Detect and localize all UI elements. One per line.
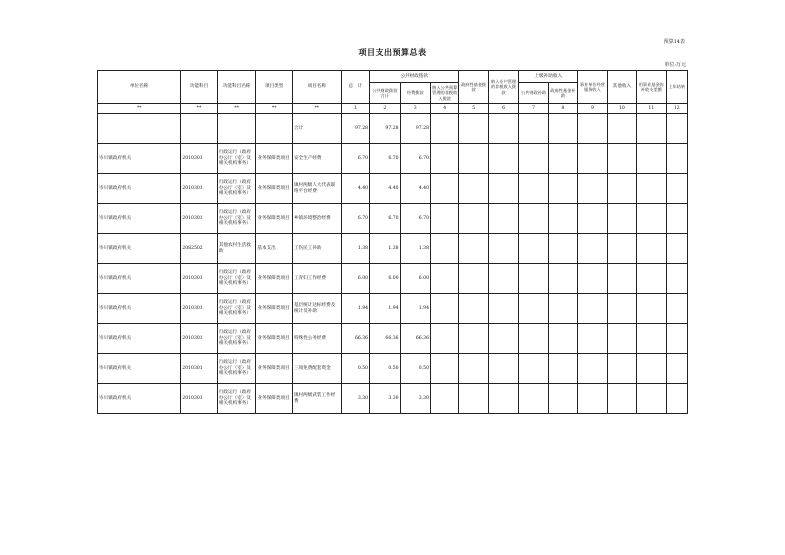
cell-subtotal: 6.70 [370,204,400,234]
total-funds: 97.28 [400,114,430,144]
empty-cell [459,114,488,144]
table-row [98,354,688,384]
empty-cell [548,204,577,234]
cell-funds: 4.40 [400,174,430,204]
cell-type: 业务保障类项目 [256,324,293,354]
cell-func: 行政运行（政府办公厅（室）及相关机构事务） [217,204,256,234]
cell-unit: 岑川镇政府机关 [98,204,181,234]
cell-project-name: 安全生产经费 [292,144,341,174]
empty-cell [431,324,459,354]
empty-cell [578,294,607,324]
cell-total: 6.70 [341,144,369,174]
cell-type: 业务保障类项目 [256,204,293,234]
empty-cell [431,234,459,264]
empty-cell [637,114,666,144]
cell-subtotal: 3.30 [370,384,400,414]
code-cell: ** [181,104,218,114]
empty-cell [488,384,518,414]
cell-funds: 6.00 [400,264,430,294]
empty-cell [431,174,459,204]
cell-code: 2010301 [181,264,218,294]
cell-funds: 0.50 [400,354,430,384]
empty-cell [607,294,636,324]
table-row [98,144,688,174]
cell-func [217,114,256,144]
cell-func: 行政运行（政府办公厅（室）及相关机构事务） [217,174,256,204]
header-superior-group: 上级补助收入 [519,71,578,83]
empty-cell [578,144,607,174]
empty-cell [459,264,488,294]
header-public-nontax: 纳入公共预算管理的非税收入拨款 [431,83,459,104]
empty-cell [578,114,607,144]
cell-func: 其他农村生活救助 [217,234,256,264]
code-cell: 3 [400,104,430,114]
empty-cell [578,354,607,384]
cell-total: 6.00 [341,264,369,294]
empty-cell [459,144,488,174]
code-cell: ** [98,104,181,114]
cell-code: 2010301 [181,144,218,174]
empty-cell [637,384,666,414]
cell-project-name: 基层统计达标经费及统计员补助 [292,294,341,324]
empty-cell [666,264,687,294]
code-cell: 11 [637,104,666,114]
cell-unit: 岑川镇政府机关 [98,174,181,204]
empty-cell [548,144,577,174]
empty-cell [607,144,636,174]
cell-subtotal: 1.94 [370,294,400,324]
empty-cell [548,174,577,204]
cell-code: 2010301 [181,354,218,384]
empty-cell [666,354,687,384]
unit-label: 单位:万元 [664,62,686,68]
empty-cell [459,324,488,354]
cell-subtotal: 0.50 [370,354,400,384]
cell-total: 6.70 [341,204,369,234]
empty-cell [488,354,518,384]
empty-cell [431,294,459,324]
header-gov-fund: 政府性基金拨款 [459,71,488,104]
empty-cell [519,174,548,204]
header-other-income: 其他收入 [607,71,636,104]
cell-funds: 6.70 [400,204,430,234]
header-carryover-income: 用事业基金弥补收支差额 [637,71,666,104]
empty-cell [578,234,607,264]
cell-total: 1.94 [341,294,369,324]
cell-func: 行政运行（政府办公厅（室）及相关机构事务） [217,384,256,414]
cell-unit: 岑川镇政府机关 [98,354,181,384]
empty-cell [578,174,607,204]
cell-subtotal: 6.70 [370,144,400,174]
cell-code: 2010301 [181,294,218,324]
empty-cell [459,294,488,324]
empty-cell [519,234,548,264]
empty-cell [666,294,687,324]
empty-cell [548,114,577,144]
cell-unit: 岑川镇政府机关 [98,234,181,264]
empty-cell [607,324,636,354]
cell-type: 业务保障类项目 [256,384,293,414]
empty-cell [607,174,636,204]
code-cell: 9 [578,104,607,114]
empty-cell [637,324,666,354]
cell-type: 基本支出 [256,234,293,264]
empty-cell [637,174,666,204]
total-label: 合计 [292,114,341,144]
empty-cell [607,264,636,294]
cell-funds: 66.36 [400,324,430,354]
cell-total: 4.40 [341,174,369,204]
cell-type: 业务保障类项目 [256,294,293,324]
header-func-code: 功能科目 [181,71,218,104]
cell-funds: 3.30 [400,384,430,414]
empty-cell [519,114,548,144]
empty-cell [607,384,636,414]
empty-cell [488,144,518,174]
cell-subtotal: 66.36 [370,324,400,354]
empty-cell [637,294,666,324]
empty-cell [548,234,577,264]
cell-unit: 岑川镇政府机关 [98,324,181,354]
empty-cell [607,204,636,234]
header-public-budget-group: 公共财政拨款 [370,71,459,83]
empty-cell [431,264,459,294]
cell-func: 行政运行（政府办公厅（室）及相关机构事务） [217,294,256,324]
sheet-tag: 预算14表 [663,39,685,45]
empty-cell [431,384,459,414]
cell-func: 行政运行（政府办公厅（室）及相关机构事务） [217,144,256,174]
table-row [98,234,688,264]
header-unit-name: 单位名称 [98,71,181,104]
empty-cell [519,384,548,414]
code-cell: 4 [431,104,459,114]
cell-project-name: 工伤民工补助 [292,234,341,264]
empty-cell [488,294,518,324]
empty-cell [548,264,577,294]
empty-cell [607,234,636,264]
header-special-nontax: 纳入专户管理的非税收入拨款 [488,71,518,104]
header-public-subtotal: 公共财政拨款合计 [370,83,400,104]
cell-func: 行政运行（政府办公厅（室）及相关机构事务） [217,264,256,294]
empty-cell [488,234,518,264]
header-superior-fund: 政府性基金补助 [548,83,577,104]
empty-cell [666,234,687,264]
code-cell: ** [292,104,341,114]
cell-code: 2010301 [181,324,218,354]
cell-subtotal: 1.38 [370,234,400,264]
total-subtotal: 97.28 [370,114,400,144]
cell-func: 行政运行（政府办公厅（室）及相关机构事务） [217,354,256,384]
code-cell: 8 [548,104,577,114]
cell-funds: 1.38 [400,234,430,264]
empty-cell [459,204,488,234]
cell-code: 2082502 [181,234,218,264]
cell-funds: 6.70 [400,144,430,174]
empty-cell [548,354,577,384]
empty-cell [607,354,636,384]
header-func-name: 功能科目名称 [217,71,256,104]
empty-cell [488,114,518,144]
header-project-type: 项目类型 [256,71,293,104]
empty-cell [578,204,607,234]
empty-cell [488,204,518,234]
empty-cell [488,324,518,354]
code-cell: 5 [459,104,488,114]
header-public-funds: 经费拨款 [400,83,430,104]
cell-project-name: 工青妇工作经费 [292,264,341,294]
empty-cell [548,324,577,354]
code-cell: 1 [341,104,369,114]
cell-type [256,114,293,144]
cell-subtotal: 4.40 [370,174,400,204]
empty-cell [578,324,607,354]
empty-cell [459,234,488,264]
empty-cell [519,144,548,174]
empty-cell [488,174,518,204]
header-project-name: 项目名称 [292,71,341,104]
code-cell: 12 [666,104,687,114]
header-business-income: 事业单位经营服务收入 [578,71,607,104]
empty-cell [431,354,459,384]
cell-unit: 岑川镇政府机关 [98,144,181,174]
header-superior-public: 公共财政补助 [519,83,548,104]
empty-cell [637,204,666,234]
empty-cell [519,294,548,324]
header-total: 总 计 [341,71,369,104]
empty-cell [666,114,687,144]
table-row [98,324,688,354]
empty-cell [578,384,607,414]
table-row [98,174,688,204]
cell-unit: 岑川镇政府机关 [98,384,181,414]
total-row [98,114,688,144]
empty-cell [637,264,666,294]
empty-cell [637,354,666,384]
empty-cell [519,354,548,384]
empty-cell [666,384,687,414]
page-title: 项目支出预算总表 [358,47,427,57]
empty-cell [431,204,459,234]
cell-subtotal: 6.00 [370,264,400,294]
cell-unit: 岑川镇政府机关 [98,294,181,324]
cell-code: 2010301 [181,174,218,204]
code-row [98,104,688,114]
empty-cell [431,114,459,144]
cell-type: 业务保障类项目 [256,174,293,204]
code-cell: 7 [519,104,548,114]
cell-type: 业务保障类项目 [256,264,293,294]
empty-cell [519,324,548,354]
cell-project-name: 乡镇环境整治经费 [292,204,341,234]
cell-total: 3.30 [341,384,369,414]
empty-cell [519,204,548,234]
table-row [98,204,688,234]
empty-cell [578,264,607,294]
empty-cell [548,384,577,414]
cell-code: 2010301 [181,204,218,234]
empty-cell [431,144,459,174]
cell-type: 业务保障类项目 [256,144,293,174]
cell-func: 行政运行（政府办公厅（室）及相关机构事务） [217,324,256,354]
cell-project-name: 特殊性公务经费 [292,324,341,354]
header-last-year-carryover: 上年结转 [666,71,687,104]
code-cell: ** [217,104,256,114]
empty-cell [607,114,636,144]
total-value: 97.28 [341,114,369,144]
cell-code [181,114,218,144]
cell-project-name: 三项免费配套资金 [292,354,341,384]
empty-cell [459,174,488,204]
cell-unit [98,114,181,144]
code-cell: 6 [488,104,518,114]
table-row [98,384,688,414]
table-row [98,294,688,324]
cell-code: 2010301 [181,384,218,414]
empty-cell [459,354,488,384]
empty-cell [519,264,548,294]
cell-total: 66.36 [341,324,369,354]
empty-cell [666,174,687,204]
cell-project-name: 镇村两级武装工作经费 [292,384,341,414]
code-cell: 2 [370,104,400,114]
empty-cell [637,144,666,174]
code-cell: ** [256,104,293,114]
table-row [98,264,688,294]
empty-cell [548,294,577,324]
empty-cell [666,324,687,354]
cell-total: 0.50 [341,354,369,384]
empty-cell [488,264,518,294]
cell-type: 业务保障类项目 [256,354,293,384]
cell-project-name: 镇村两级人大代表联络平台经费 [292,174,341,204]
cell-funds: 1.94 [400,294,430,324]
empty-cell [459,384,488,414]
cell-unit: 岑川镇政府机关 [98,264,181,294]
empty-cell [666,144,687,174]
empty-cell [666,204,687,234]
code-cell: 10 [607,104,636,114]
empty-cell [637,234,666,264]
budget-table [97,70,688,414]
cell-total: 1.38 [341,234,369,264]
